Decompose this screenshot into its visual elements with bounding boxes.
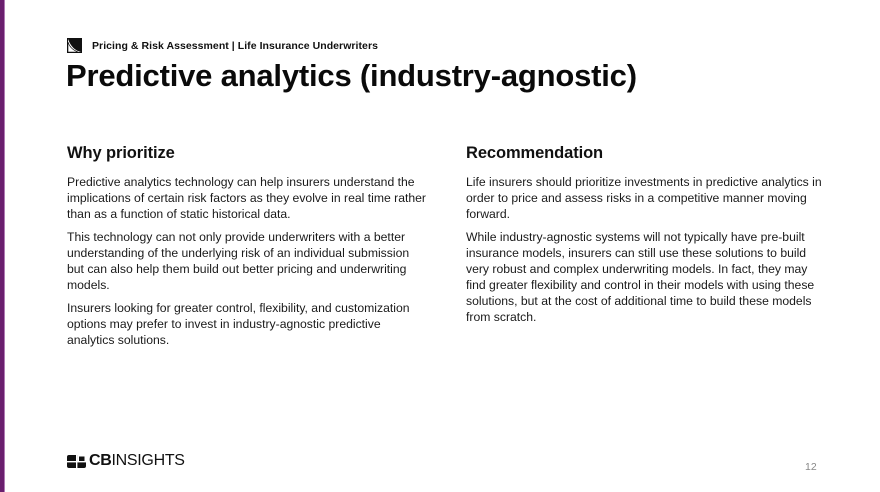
logo-wordmark-light: INSIGHTS bbox=[111, 452, 185, 469]
cb-insights-logo bbox=[67, 454, 185, 468]
page-number: 12 bbox=[805, 461, 817, 473]
segment-tile-icon bbox=[67, 38, 82, 53]
paragraph: This technology can not only provide underwriters with a better understanding of the underlying risk of an individual submission but can also help them build out better pricing and underwriting models. bbox=[67, 230, 410, 292]
slide-header bbox=[67, 38, 378, 53]
recommendation-section bbox=[466, 144, 826, 332]
paragraph: Life insurers should prioritize investments in predictive analytics in order to price and assess risks in a competitive manner moving forward. bbox=[466, 175, 822, 221]
section-heading: Why prioritize bbox=[67, 144, 175, 162]
page-title: Predictive analytics (industry-agnostic) bbox=[66, 58, 637, 93]
cb-insights-logo-icon bbox=[67, 455, 86, 468]
section-heading: Recommendation bbox=[466, 144, 604, 162]
paragraph: While industry-agnostic systems will not typically have pre-built insurance models, insurers can still use these solutions to build very robust and complex underwriting models. In fact, they may find greater flexibility and control in their models with using these solutions, but at the cost of additional time to build these models from scratch. bbox=[466, 230, 815, 324]
paragraph: Insurers looking for greater control, flexibility, and customization options may prefer to invest in industry-agnostic predictive analytics solutions. bbox=[67, 301, 410, 347]
paragraph: Predictive analytics technology can help insurers understand the implications of certain risk factors as they evolve in real time rather than as a function of static historical data. bbox=[67, 175, 426, 221]
why-prioritize-section bbox=[67, 144, 427, 355]
section-subtitle: Pricing & Risk Assessment | Life Insurance Underwriters bbox=[92, 39, 378, 52]
accent-bar bbox=[0, 0, 5, 492]
logo-wordmark bbox=[89, 454, 185, 468]
logo-wordmark-bold: CB bbox=[89, 452, 112, 469]
